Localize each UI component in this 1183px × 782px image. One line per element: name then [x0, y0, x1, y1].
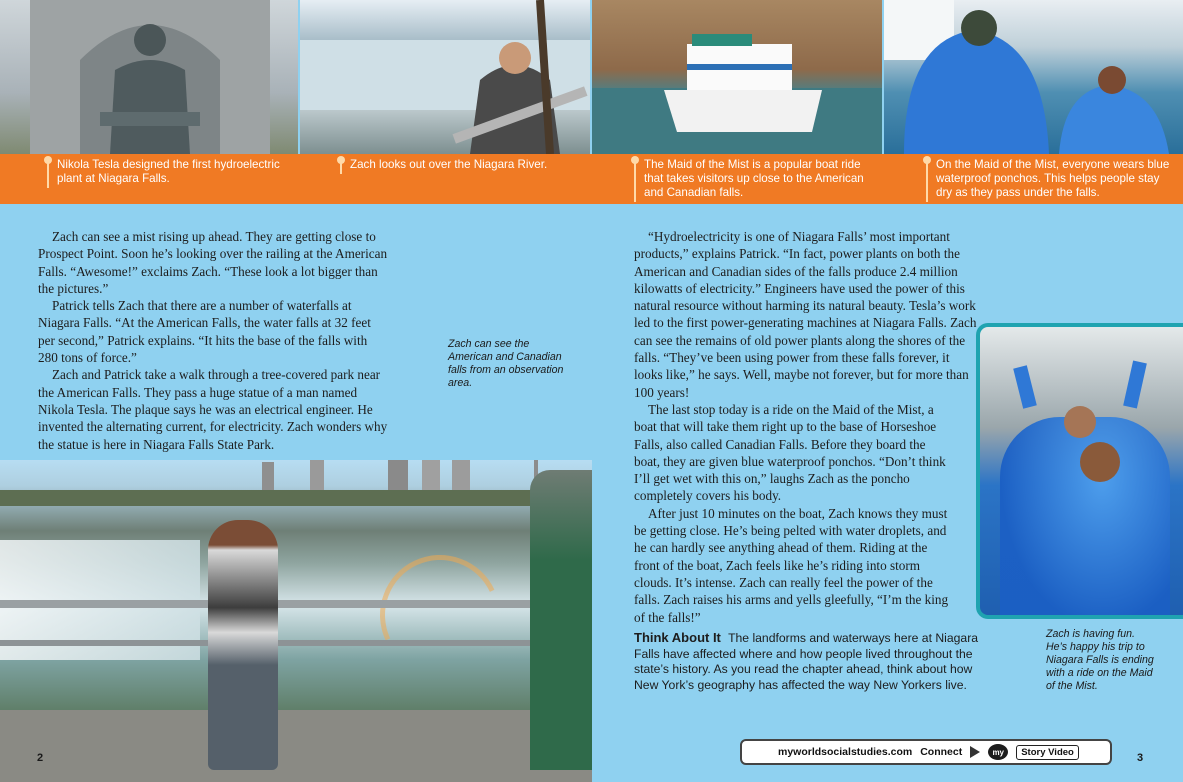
paragraph: After just 10 minutes on the boat, Zach knows they must be getting close. He’s being pelted with water droplets, and he can hardly see anything ahead of them. Riding at the front of the boat, Zach feels like he’s riding into storm clouds. It’s intense. Zach can really feel the power of the falls. Zach raises his arms and yells gleefully, “I’m the king of the falls!” — [634, 505, 949, 625]
caption-tesla: Nikola Tesla designed the first hydroelectric plant at Niagara Falls. — [47, 158, 297, 186]
zach-figure — [208, 520, 278, 770]
american-falls-photo — [0, 460, 592, 782]
maid-of-the-mist-ride-photo — [976, 323, 1183, 619]
maid-of-the-mist-photo — [592, 0, 882, 154]
caption-maid-of-the-mist: The Maid of the Mist is a popular boat ride that takes visitors up close to the American and Canadian falls. — [634, 158, 874, 200]
paragraph: Zach and Patrick take a walk through a tree-covered park near the American Falls. They pass a huge statue of a man named Nikola Tesla. The plaque says he was an electrical engineer. He invented the alternating current, for electricity. Zach wonders why the statue is here in Niagara Falls State Park. — [38, 367, 388, 452]
caption-river: Zach looks out over the Niagara River. — [340, 158, 580, 172]
observation-caption: Zach can see the American and Canadian falls from an observation area. — [448, 338, 564, 389]
railing — [0, 600, 592, 608]
paragraph: Zach can see a mist rising up ahead. They are getting close to Prospect Point. Soon he’s looking over the railing at the American Falls. “Awesome!” exclaims Zach. “These look a lot bigger than the pictures.” — [38, 229, 388, 296]
story-video-button[interactable]: Story Video — [1016, 745, 1079, 760]
paragraph: Patrick tells Zach that there are a number of waterfalls at Niagara Falls. “At the American Falls, the water falls at 32 feet per second,” Patrick explains. “It hits the base of the falls with 280 tons of force.” — [38, 298, 371, 366]
think-about-it-text: The landforms and waterways here at Niagara Falls have affected where and how people lived throughout the state’s history. As you read the chapter ahead, think about how New York’s geography has affected the way New Yorkers live. — [634, 631, 979, 692]
arrow-icon — [970, 746, 980, 758]
zach-river-illustration — [300, 0, 590, 154]
binocular-viewer — [530, 470, 592, 770]
paragraph: The last stop today is a ride on the Maid of the Mist, a boat that will take them right up to the base of Horseshoe Falls, also called Canadian Falls. Before they board the boat, they are given blue waterproof ponchos. “Don’t think I’ll get wet with this on,” laughs Zach as the poncho completely covers his body. — [634, 401, 946, 504]
ponchos-illustration — [884, 0, 1183, 154]
story-video-link-bar[interactable] — [740, 739, 1112, 765]
my-logo: my — [988, 744, 1008, 760]
site-link[interactable]: myworldsocialstudies.com — [778, 746, 913, 758]
think-about-it — [634, 630, 979, 693]
paragraph: “Hydroelectricity is one of Niagara Falls’ most important products,” explains Patrick. “In fact, power plants on both the American and Canadian sides of the falls produce 2.4 million kilowatts of electricity.” Engineers have used the power of this natural resource without harming its natural beauty. Tesla’s work led to the first power-generating machines at Niagara Falls. Zach can see the remains of old power plants along the shores of the falls. “They’ve been using power from these falls forever, it looks like,” he says. Well, maybe not forever, but for more than 100 years! — [634, 229, 977, 400]
raised-arms-illustration — [980, 327, 1183, 619]
tesla-statue-illustration — [0, 0, 298, 154]
tesla-statue-photo — [0, 0, 298, 154]
page-number-right: 3 — [1137, 752, 1144, 764]
caption-ponchos: On the Maid of the Mist, everyone wears blue waterproof ponchos. This helps people stay dry as they pass under the falls. — [926, 158, 1176, 200]
having-fun-caption: Zach is having fun. He’s happy his trip to Niagara Falls is ending with a ride on the Maid of the Mist. — [1046, 628, 1154, 692]
right-text-column — [634, 228, 979, 626]
boat-illustration — [592, 0, 882, 154]
left-text-column — [38, 228, 388, 453]
walkway — [0, 710, 592, 782]
niagara-river-photo — [300, 0, 590, 154]
railing-lower — [0, 640, 592, 646]
connect-label: Connect — [920, 746, 963, 758]
page-number-left: 2 — [37, 752, 44, 764]
ponchos-photo — [884, 0, 1183, 154]
think-about-it-label: Think About It — [634, 630, 721, 645]
